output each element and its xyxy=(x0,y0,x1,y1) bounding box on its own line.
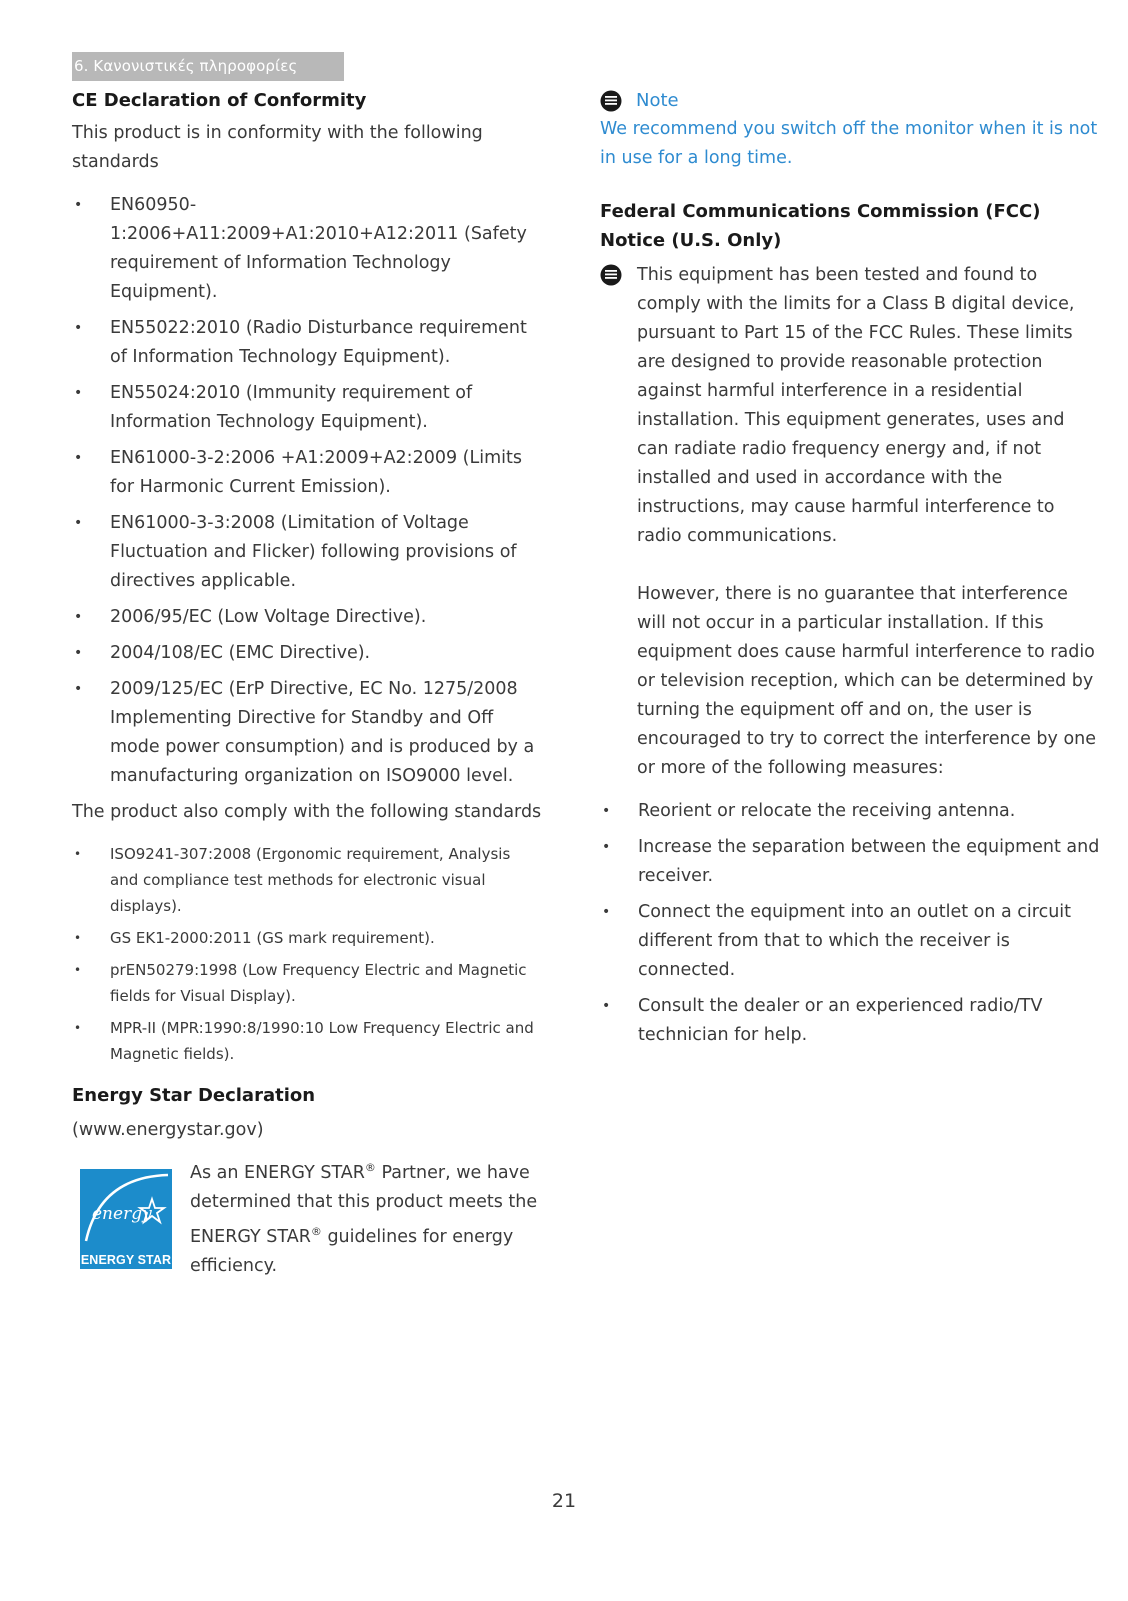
energy-heading: Energy Star Declaration xyxy=(72,1085,316,1106)
energy-text-part: As an ENERGY STAR xyxy=(190,1162,365,1183)
registered-mark: ® xyxy=(310,1224,322,1238)
list-item-text: 2006/95/EC (Low Voltage Directive). xyxy=(110,607,427,627)
energy-logo-script: energy xyxy=(92,1204,152,1224)
energy-text-part: Partner, we have determined that this product meets the ENERGY STAR xyxy=(190,1162,538,1247)
energy-star-logo xyxy=(80,1169,172,1269)
list-item-text: 2004/108/EC (EMC Directive). xyxy=(110,643,371,663)
list-item-text: GS EK1-2000:2011 (GS mark requirement). xyxy=(110,929,435,947)
bullet-icon: • xyxy=(74,931,82,945)
bullet-icon: • xyxy=(74,963,82,977)
note-header xyxy=(600,86,1100,115)
left-column xyxy=(72,86,542,1283)
bullet-icon: • xyxy=(74,681,83,697)
note-icon xyxy=(600,264,622,286)
ce-standards-list xyxy=(72,191,542,791)
fcc-body xyxy=(600,261,1100,783)
bullet-icon: • xyxy=(74,645,83,661)
note-text: We recommend you switch off the monitor when it is not in use for a long time. xyxy=(600,119,1098,168)
bullet-icon: • xyxy=(602,839,611,855)
energy-logo-label: ENERGY STAR xyxy=(80,1253,172,1267)
energy-statement xyxy=(190,1153,550,1281)
ce-heading: CE Declaration of Conformity xyxy=(72,90,367,111)
list-item xyxy=(72,444,542,502)
fcc-paragraph-2: However, there is no guarantee that interference will not occur in a particular installation. If this equipment does cause harmful interference to radio or television reception, which can be determined by turning the equipment off and on, the user is encouraged to try to correct the interference by one or more of the following measures: xyxy=(637,584,1097,778)
also-lead: The product also comply with the following standards xyxy=(72,802,542,822)
energy-star-icon xyxy=(80,1169,172,1249)
note-icon xyxy=(600,90,622,112)
list-item-text: Consult the dealer or an experienced radio/TV technician for help. xyxy=(638,996,1043,1045)
ce-lead: This product is in conformity with the following standards xyxy=(72,123,483,172)
list-item xyxy=(72,639,542,668)
bullet-icon: • xyxy=(602,803,611,819)
list-item-text: EN61000-3-2:2006 +A1:2009+A2:2009 (Limits for Harmonic Current Emission). xyxy=(110,448,523,497)
list-item-text: MPR-II (MPR:1990:8/1990:10 Low Frequency Electric and Magnetic fields). xyxy=(110,1019,534,1063)
list-item xyxy=(72,603,542,632)
list-item xyxy=(72,841,542,919)
list-item xyxy=(600,797,1100,826)
list-item xyxy=(72,509,542,596)
fcc-paragraph-1: This equipment has been tested and found to comply with the limits for a Class B digital device, pursuant to Part 15 of the FCC Rules. These limits are designed to provide reasonable protection against harmful interference in a residential installation. This equipment generates, uses and can radiate radio frequency energy and, if not installed and used in accordance with the instructions, may cause harmful interference to radio communications. xyxy=(637,265,1075,546)
list-item xyxy=(600,898,1100,985)
bullet-icon: • xyxy=(74,1021,82,1035)
list-item xyxy=(72,1015,542,1067)
energy-text-part: guidelines for energy efficiency. xyxy=(190,1226,514,1276)
list-item-text: Reorient or relocate the receiving antenna. xyxy=(638,801,1016,821)
fcc-heading: Federal Communications Commission (FCC) Notice (U.S. Only) xyxy=(600,201,1041,251)
also-standards-list xyxy=(72,841,542,1067)
list-item xyxy=(72,314,542,372)
list-item xyxy=(72,191,542,307)
list-item xyxy=(600,833,1100,891)
bullet-icon: • xyxy=(74,450,83,466)
list-item xyxy=(72,675,542,791)
bullet-icon: • xyxy=(74,847,82,861)
list-item-text: EN55022:2010 (Radio Disturbance requirement of Information Technology Equipment). xyxy=(110,318,527,367)
energy-url: (www.energystar.gov) xyxy=(72,1120,264,1140)
list-item-text: EN60950-1:2006+A11:2009+A1:2010+A12:2011 (Safety requirement of Information Technology Equipment). xyxy=(110,195,527,302)
bullet-icon: • xyxy=(602,998,611,1014)
section-tab: 6. Κανονιστικές πληροφορίες xyxy=(72,52,344,81)
list-item-text: EN61000-3-3:2008 (Limitation of Voltage Fluctuation and Flicker) following provisions of directives applicable. xyxy=(110,513,517,591)
list-item-text: Increase the separation between the equipment and receiver. xyxy=(638,837,1100,886)
energy-star-block xyxy=(72,1153,542,1283)
fcc-measures-list xyxy=(600,797,1100,1050)
bullet-icon: • xyxy=(74,515,83,531)
registered-mark: ® xyxy=(364,1161,376,1174)
list-item xyxy=(72,379,542,437)
list-item-text: EN55024:2010 (Immunity requirement of Information Technology Equipment). xyxy=(110,383,473,432)
bullet-icon: • xyxy=(74,197,83,213)
list-item-text: prEN50279:1998 (Low Frequency Electric and Magnetic fields for Visual Display). xyxy=(110,961,527,1005)
list-item xyxy=(72,957,542,1009)
list-item-text: Connect the equipment into an outlet on a circuit different from that to which the receiver is connected. xyxy=(638,902,1072,980)
page-number: 21 xyxy=(551,1490,577,1512)
bullet-icon: • xyxy=(74,385,83,401)
list-item-text: ISO9241-307:2008 (Ergonomic requirement, Analysis and compliance test methods for electronic visual displays). xyxy=(110,845,511,915)
right-column xyxy=(600,86,1100,1057)
list-item xyxy=(600,992,1100,1050)
bullet-icon: • xyxy=(602,904,611,920)
bullet-icon: • xyxy=(74,609,83,625)
list-item xyxy=(72,925,542,951)
bullet-icon: • xyxy=(74,320,83,336)
list-item-text: 2009/125/EC (ErP Directive, EC No. 1275/2008 Implementing Directive for Standby and Off mode power consumption) and is produced by a manufacturing organization on ISO9000 level. xyxy=(110,679,535,786)
note-label: Note xyxy=(636,90,679,111)
